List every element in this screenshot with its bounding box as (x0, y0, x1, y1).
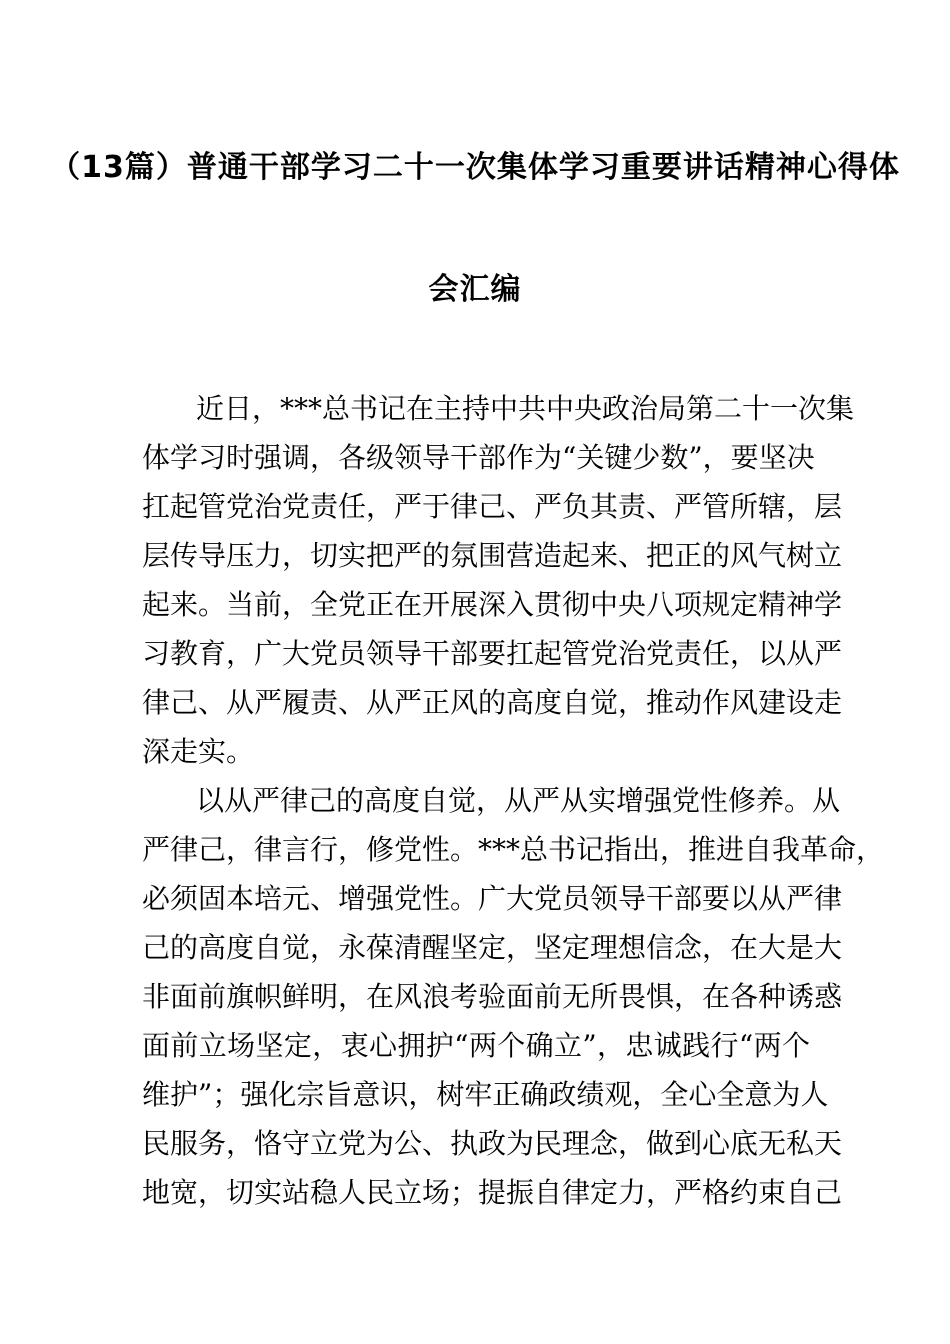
text-line: 近日，***总书记在主持中共中央政治局第二十一次集 (196, 392, 855, 425)
document-body (142, 384, 885, 1217)
text-line: 体学习时强调，各级领导干部作为“关键少数”，要坚决 (142, 441, 815, 474)
text-line: 以从严律己的高度自觉，从严从实增强党性修养。从 (196, 784, 841, 817)
text-line: 起来。当前，全党正在开展深入贯彻中央八项规定精神学 (142, 588, 843, 621)
text-line: 己的高度自觉，永葆清醒坚定，坚定理想信念，在大是大 (142, 931, 843, 964)
text-line: 非面前旗帜鲜明，在风浪考验面前无所畏惧，在各种诱惑 (142, 980, 843, 1013)
text-line: 扛起管党治党责任，严于律己、严负其责、严管所辖，层 (142, 490, 843, 523)
text-line: 民服务，恪守立党为公、执政为民理念，做到心底无私天 (142, 1127, 843, 1160)
text-line: 习教育，广大党员领导干部要扛起管党治党责任，以从严 (142, 637, 843, 670)
paragraph-2 (142, 776, 885, 1217)
text-line: 维护”；强化宗旨意识，树牢正确政绩观，全心全意为人 (142, 1078, 829, 1111)
text-line: 必须固本培元、增强党性。广大党员领导干部要以从严律 (142, 882, 843, 915)
text-line: 深走实。 (142, 735, 255, 768)
text-line: 严律己，律言行，修党性。***总书记指出，推进自我革命， (142, 833, 885, 866)
document-title-line-2: 会汇编 (428, 272, 522, 307)
text-line: 地宽，切实站稳人民立场；提振自律定力，严格约束自己 (142, 1176, 843, 1209)
paragraph-1 (142, 384, 855, 776)
document-title-line-1: （13篇）普通干部学习二十一次集体学习重要讲话精神心得体 (50, 150, 900, 185)
document-title (0, 107, 950, 351)
text-line: 律己、从严履责、从严正风的高度自觉，推动作风建设走 (142, 686, 843, 719)
text-line: 层传导压力，切实把严的氛围营造起来、把正的风气树立 (142, 539, 843, 572)
text-line: 面前立场坚定，衷心拥护“两个确立”，忠诚践行“两个 (142, 1029, 810, 1062)
